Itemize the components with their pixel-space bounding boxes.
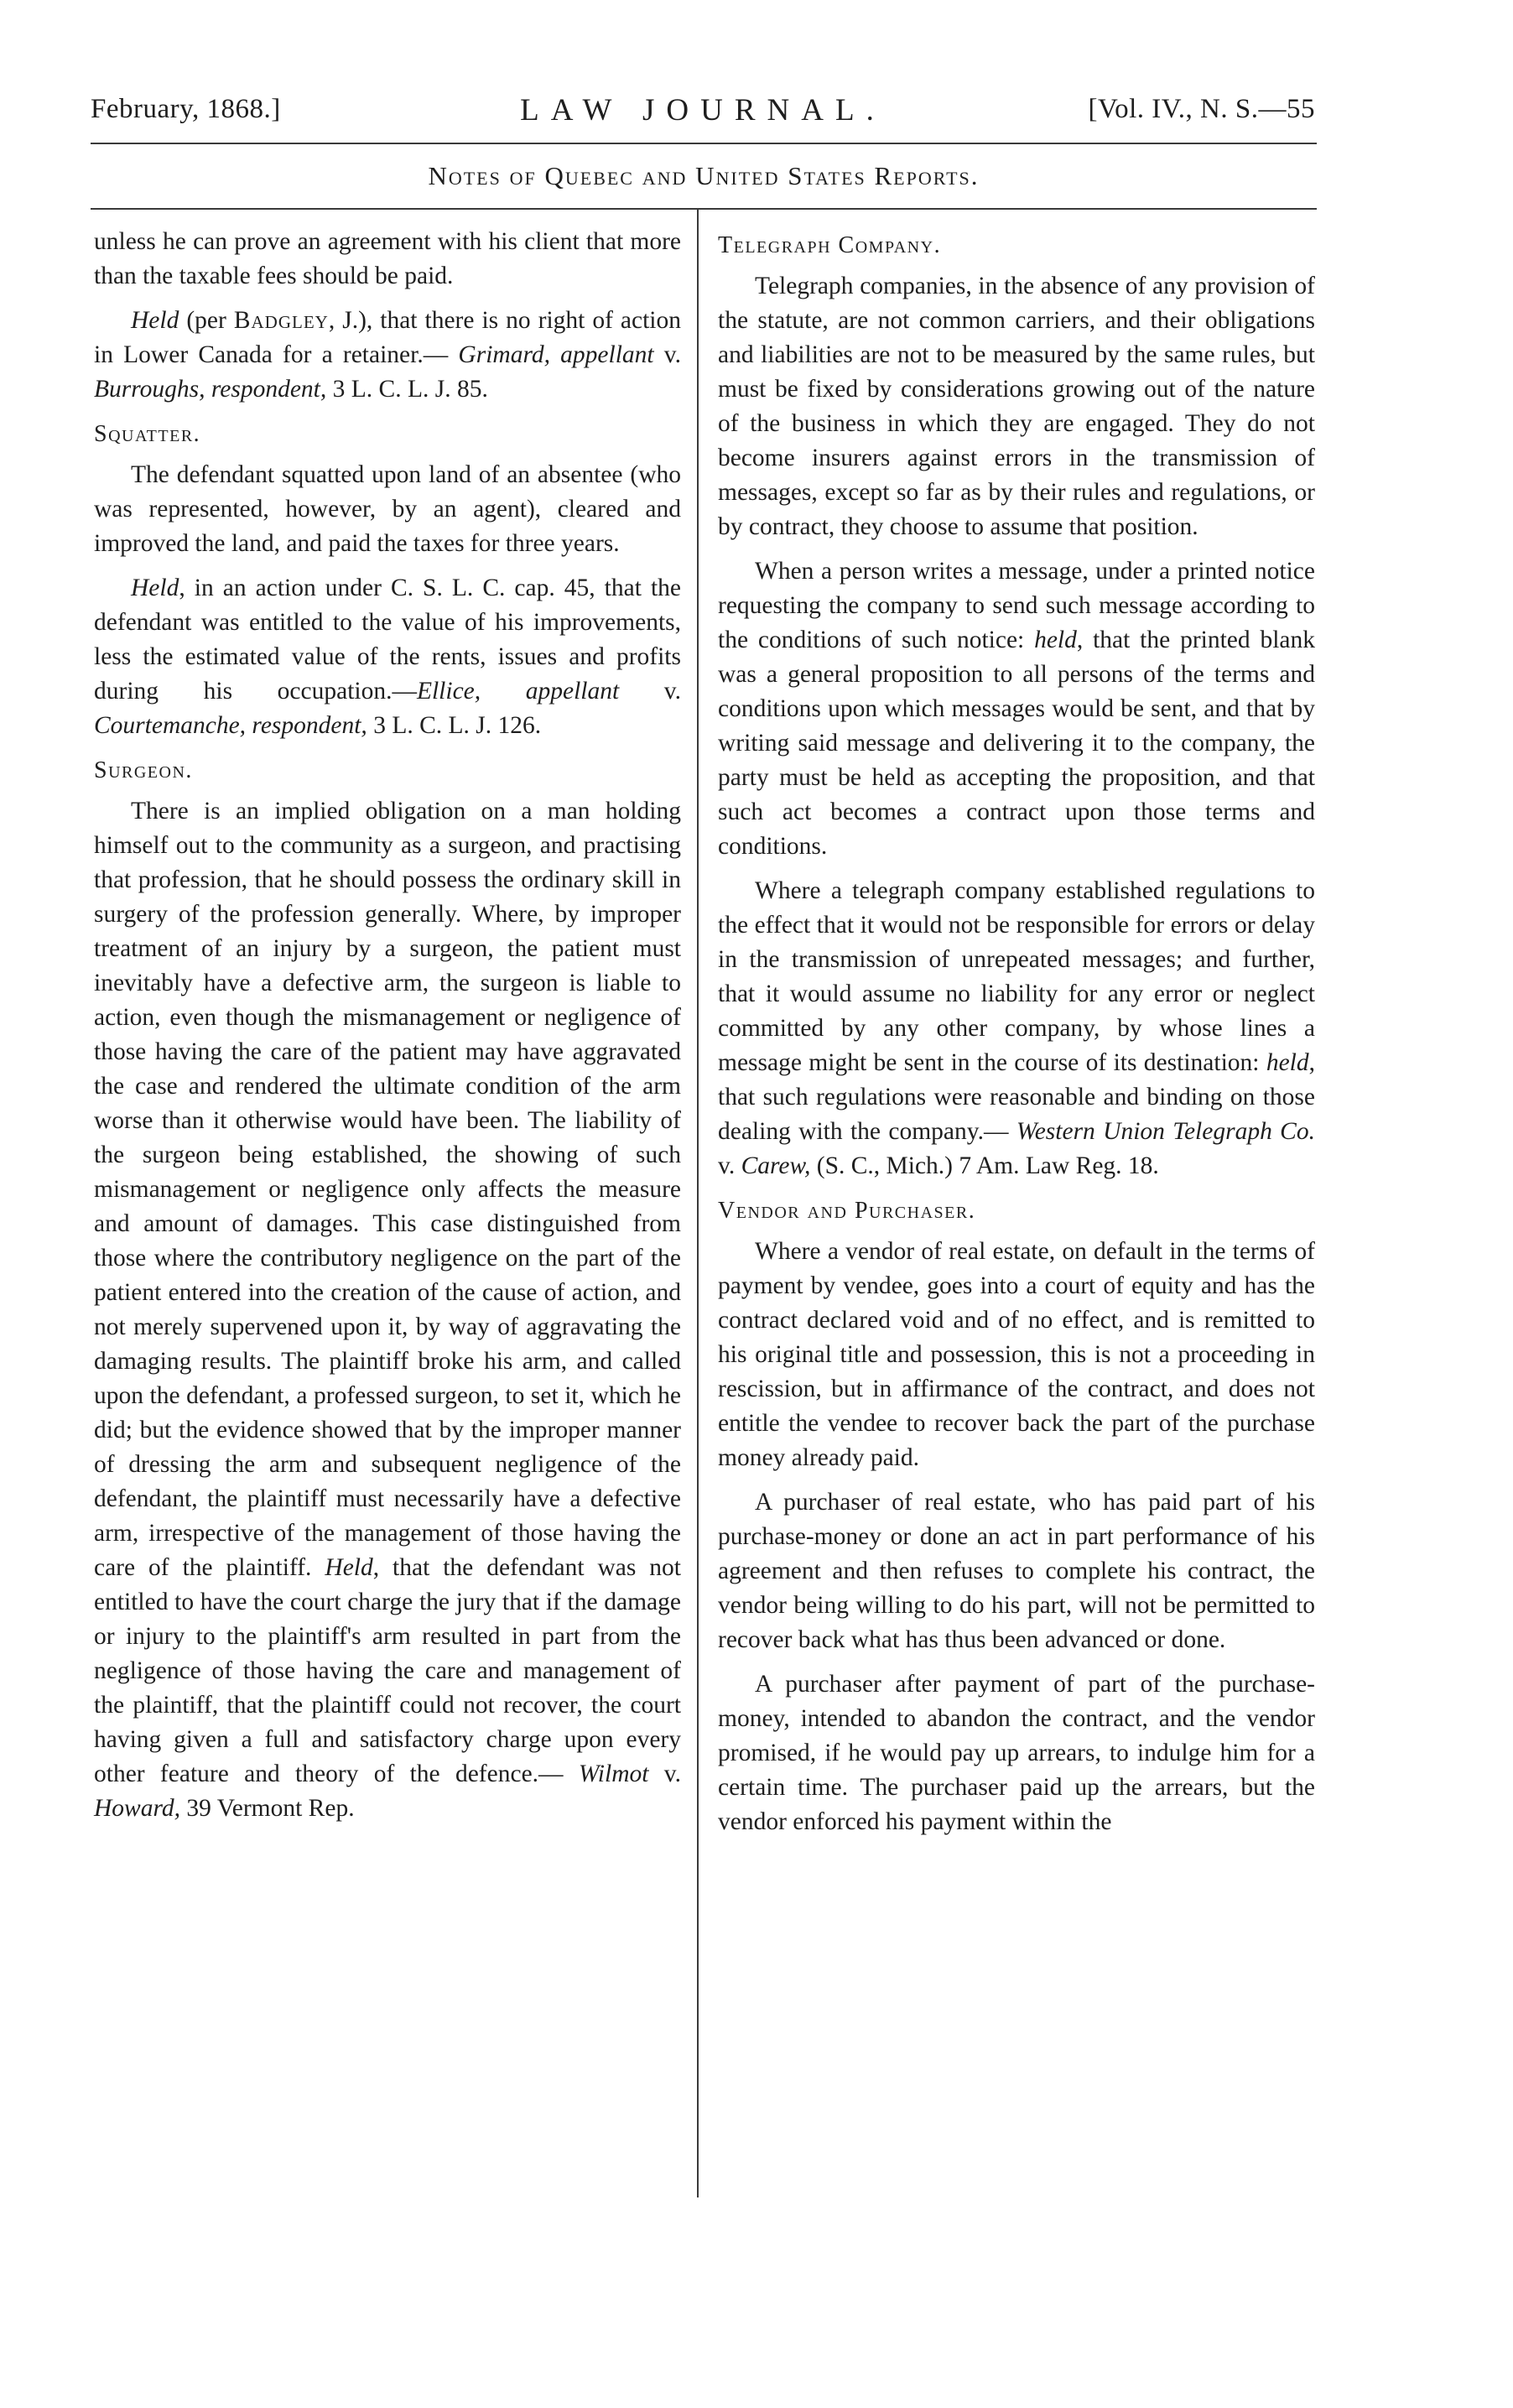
paragraph-vendor-default: Where a vendor of real estate, on default in the terms of payment by vendee, goes into a court of equity and has the contract declared void and of no effect, and is remitted to his original title and possession, this is not a proceeding in rescission, but in affirmance of the contract, and does not entitle the vendee to recover back the part of the purchase money already paid. (718, 1238, 1315, 1471)
case-party: Howard, (94, 1795, 180, 1822)
judge-name: Badgley (233, 307, 329, 334)
text-span: v. (653, 341, 682, 368)
column-divider (697, 210, 699, 2197)
paragraph-retainer-holding (94, 304, 681, 407)
running-head (91, 94, 1315, 136)
paragraph-squatter-holding (94, 571, 681, 743)
section-title: Notes of Quebec and United States Reports. (428, 161, 980, 190)
heading-telegraph-company: Telegraph Company. (718, 232, 942, 258)
case-party: Ellice, appellant (416, 678, 620, 705)
case-party: Grimard, appellant (458, 341, 654, 368)
text-span: , that the printed blank was a general proposition to all persons of the terms and conditions upon which messages would be sent, and that by writing said message and delivering it to the company, the party must be held as accepting the proposition, and that such act becomes a contract upon those terms and conditions. (718, 627, 1316, 860)
left-column (94, 225, 681, 1836)
heading-vendor-and-purchaser: Vendor and Purchaser. (718, 1198, 976, 1224)
paragraph-squatter-facts: The defendant squatted upon land of an absentee (who was represented, however, by an agent), cleared and improved the land, and paid the taxes for three years. (94, 461, 681, 557)
paragraph-telegraph-regulations (718, 874, 1315, 1183)
paragraph-surgeon (94, 794, 681, 1826)
paragraph-purchaser-refusal: A purchaser of real estate, who has paid part of his purchase-money or done an act in part performance of his agreement and then refuses to complete his contract, the vendor being willing to do his part, will not be permitted to recover back what has thus been advanced or done. (718, 1489, 1315, 1653)
text-span: v. (718, 1152, 741, 1179)
journal-title: LAW JOURNAL. (520, 93, 886, 127)
right-column (718, 225, 1315, 1849)
case-party: Wilmot (578, 1760, 649, 1787)
citation: (S. C., Mich.) 7 Am. Law Reg. 18. (810, 1152, 1159, 1179)
text-span: Where a telegraph company established regulations to the effect that it would not be responsible for errors or delay in the transmission of unrepeated messages; and further, that it would assume no liability for any error or neglect committed by any other company, by whose lines a message might be sent in the course of its destination: (718, 877, 1315, 1076)
held-label: held (1034, 627, 1077, 653)
paragraph-purchaser-arrears: A purchaser after payment of part of the purchase-money, intended to abandon the contract, and the vendor promised, if he would pay up arrears, to indulge him for a certain time. The purchaser paid up the arrears, but the vendor enforced his payment within the (718, 1671, 1315, 1835)
header-rule (91, 143, 1317, 144)
citation: 3 L. C. L. J. 85. (326, 376, 488, 403)
text-span: , that the defendant was not entitled to have the court charge the jury that if the damage or injury to the plaintiff's arm resulted in part from the negligence of those having the care and management of the plaintiff, that the plaintiff could not recover, the court having given a full and satisfactory charge upon every other feature and theory of the defence.— (94, 1554, 681, 1787)
issue-date: February, 1868.] (91, 94, 281, 124)
case-party: Carew, (741, 1152, 811, 1179)
held-label: Held (325, 1554, 373, 1581)
text-span: When a person writes a message, under a printed notice requesting the company to send such message according to the conditions of such notice: (718, 558, 1315, 653)
citation: 39 Vermont Rep. (180, 1795, 355, 1822)
paragraph-telegraph-carriers: Telegraph companies, in the absence of any provision of the statute, are not common carriers, and their obligations and liabilities are not to be measured by the same rules, but must be fixed by considerations growing out of the nature of the business in which they are engaged. They do not become insurers against errors in the transmission of messages, except so far as by their rules and regulations, or by contract, they choose to assume that position. (718, 273, 1315, 540)
text-span: , that such regulations were reasonable and binding on those dealing with the company.— (718, 1049, 1315, 1145)
section-rule (91, 208, 1317, 210)
text-span: (per (179, 307, 234, 334)
held-label: Held (131, 307, 179, 334)
heading-squatter: Squatter. (94, 421, 201, 447)
case-party: Burroughs, respondent, (94, 376, 327, 403)
text-span: , in an action under C. S. L. C. cap. 45, that the defendant was entitled to the value of his improvements, less the estimated value of the rents, issues and profits during his occupation.— (94, 575, 681, 705)
case-party: Courtemanche, respondent, (94, 712, 367, 739)
held-label: Held (131, 575, 179, 601)
volume-page: [Vol. IV., N. S.—55 (1088, 94, 1315, 124)
text-span: , J.), that there is no right of action in Lower Canada for a retainer.— (94, 307, 681, 368)
paragraph-retainer-end: unless he can prove an agreement with his client that more than the taxable fees should be paid. (94, 228, 681, 289)
case-party: Western Union Telegraph Co. (1016, 1118, 1315, 1145)
held-label: held (1266, 1049, 1309, 1076)
paragraph-telegraph-notice (718, 554, 1315, 864)
text-span: v. (648, 1760, 681, 1787)
text-span: v. (619, 678, 682, 705)
heading-surgeon: Surgeon. (94, 757, 193, 783)
text-span: There is an implied obligation on a man holding himself out to the community as a surgeon, and practising that profession, that he should possess the ordinary skill in surgery of the profession generally. Where, by improper treatment of an injury by a surgeon, the patient must inevitably have a defective arm, the surgeon is liable to action, even though the mismanagement or negligence of those having the care of the patient may have aggravated the case and rendered the ultimate condition of the arm worse than it otherwise would have been. The liability of the surgeon being established, the showing of such mismanagement or negligence only affects the measure and amount of damages. This case distinguished from those where the contributory negligence on the part of the patient entered into the creation of the cause of action, and not merely supervened upon it, by way of aggravating the damaging results. The plaintiff broke his arm, and called upon the defendant, a professed surgeon, to set it, which he did; but the evidence showed that by the improper manner of dressing the arm and subsequent negligence of the defendant, the plaintiff must necessarily have a defective arm, irrespective of the management of those having the care of the plaintiff. (94, 798, 681, 1581)
citation: 3 L. C. L. J. 126. (367, 712, 542, 739)
